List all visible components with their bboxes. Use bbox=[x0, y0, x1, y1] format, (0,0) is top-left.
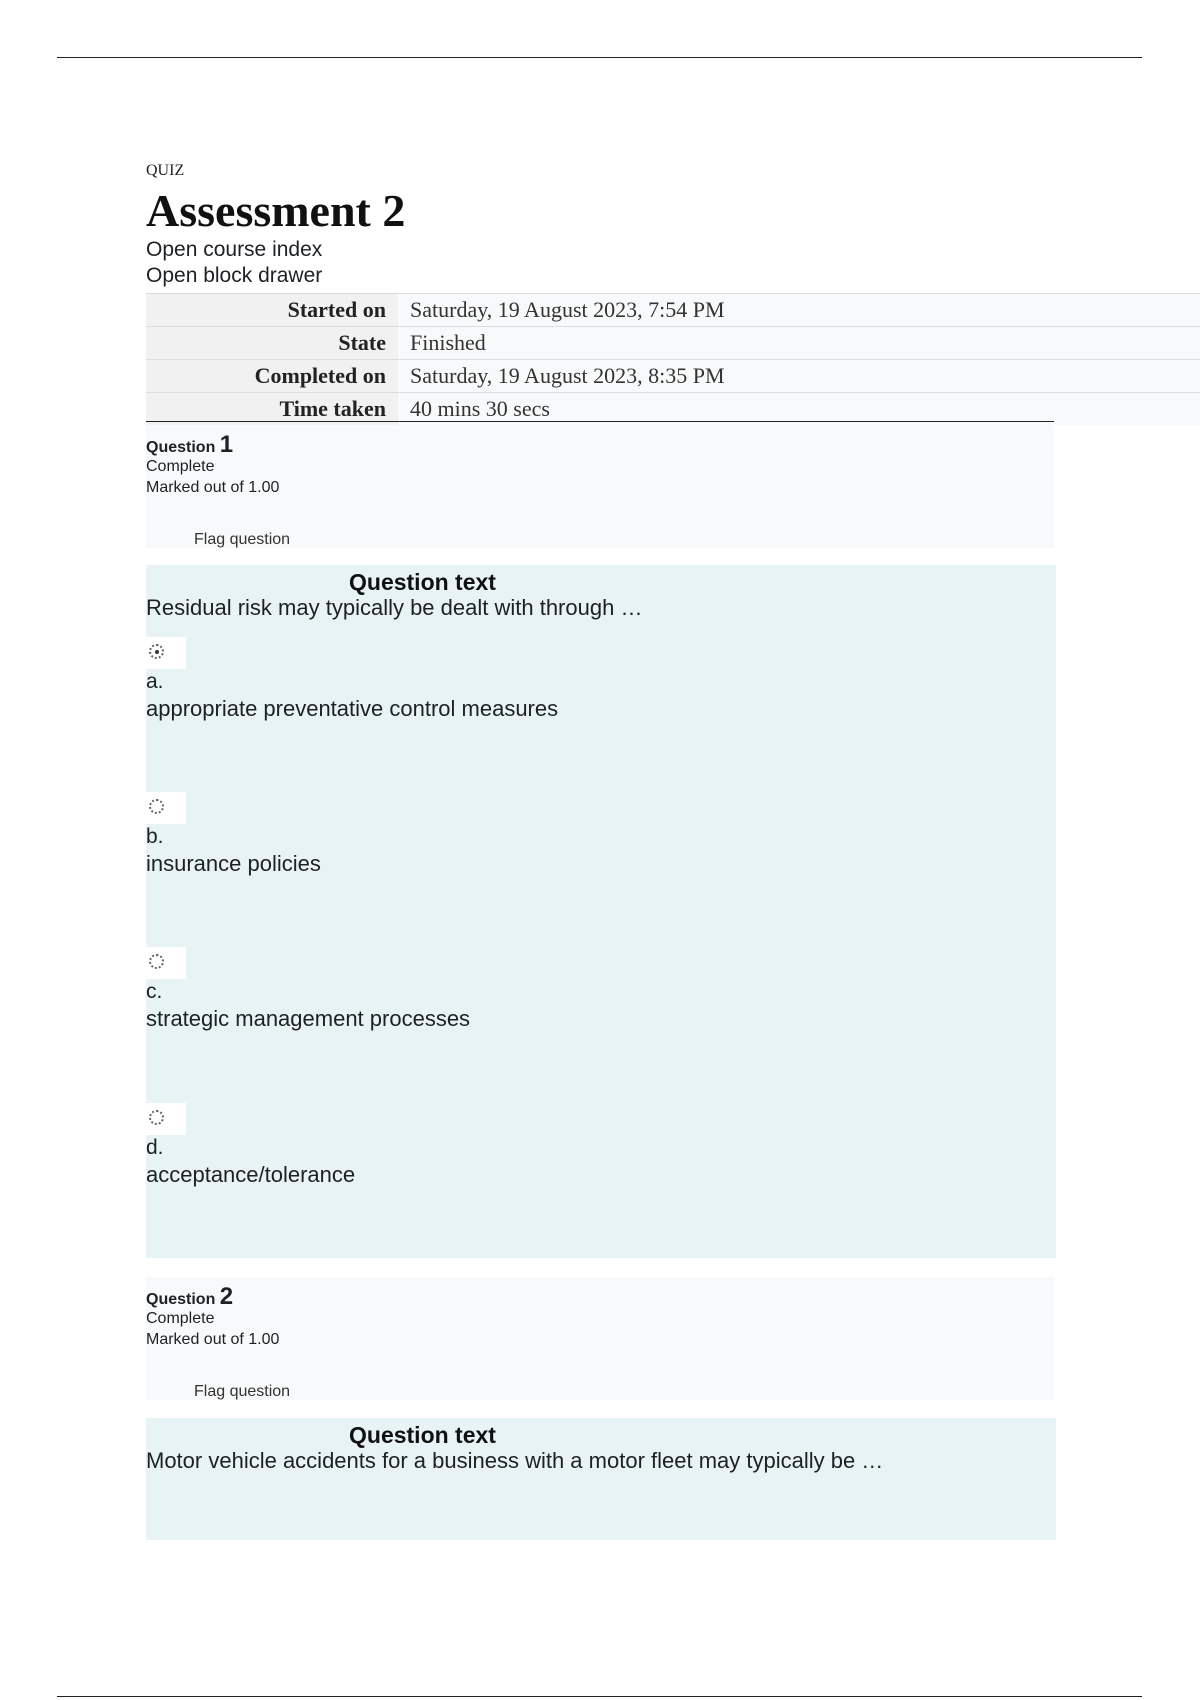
answer-letter: b. bbox=[146, 825, 164, 848]
summary-label: Time taken bbox=[146, 393, 398, 426]
radio-button[interactable] bbox=[149, 1110, 164, 1125]
question-1-content bbox=[146, 565, 1056, 1258]
question-text: Residual risk may typically be dealt with through … bbox=[146, 595, 643, 620]
summary-row-completed bbox=[146, 360, 1200, 393]
summary-value: 40 mins 30 secs bbox=[398, 393, 1200, 426]
summary-value: Finished bbox=[398, 327, 1200, 360]
question-text-heading: Question text bbox=[349, 1422, 496, 1448]
question-number-value: 1 bbox=[219, 431, 234, 458]
open-course-index-link[interactable]: Open course index bbox=[146, 238, 323, 261]
flag-question-button[interactable]: Flag question bbox=[194, 1383, 291, 1400]
summary-divider bbox=[146, 421, 1054, 422]
radio-container bbox=[146, 947, 186, 979]
answer-option-d[interactable] bbox=[146, 1103, 1056, 1203]
summary-value: Saturday, 19 August 2023, 7:54 PM bbox=[398, 294, 1200, 327]
question-grade: Marked out of 1.00 bbox=[146, 1331, 280, 1348]
radio-button[interactable] bbox=[149, 799, 164, 814]
question-1-info bbox=[146, 425, 1054, 548]
question-text-heading: Question text bbox=[349, 569, 496, 595]
summary-row-state bbox=[146, 327, 1200, 360]
answer-text: strategic management processes bbox=[146, 1006, 471, 1031]
answer-letter: c. bbox=[146, 980, 163, 1003]
answer-option-b[interactable] bbox=[146, 792, 1056, 892]
question-prefix: Question bbox=[146, 439, 216, 456]
radio-button[interactable] bbox=[149, 954, 164, 969]
summary-row-started bbox=[146, 294, 1200, 327]
answer-text: acceptance/tolerance bbox=[146, 1162, 356, 1187]
question-prefix: Question bbox=[146, 1291, 216, 1308]
question-2-content bbox=[146, 1418, 1056, 1540]
answer-letter: d. bbox=[146, 1136, 164, 1159]
question-2-info bbox=[146, 1277, 1054, 1400]
flag-question-button[interactable]: Flag question bbox=[194, 531, 291, 548]
question-number-value: 2 bbox=[219, 1283, 234, 1310]
attempt-summary-table bbox=[146, 293, 1200, 425]
question-grade: Marked out of 1.00 bbox=[146, 479, 280, 496]
radio-button-selected[interactable] bbox=[149, 644, 164, 659]
summary-label: State bbox=[146, 327, 398, 360]
answer-letter: a. bbox=[146, 670, 164, 693]
radio-container bbox=[146, 792, 186, 824]
answer-option-c[interactable] bbox=[146, 947, 1056, 1047]
question-number bbox=[146, 431, 233, 459]
page-overline: QUIZ bbox=[146, 162, 185, 179]
summary-value: Saturday, 19 August 2023, 8:35 PM bbox=[398, 360, 1200, 393]
summary-label: Started on bbox=[146, 294, 398, 327]
open-block-drawer-link[interactable]: Open block drawer bbox=[146, 264, 323, 287]
question-state: Complete bbox=[146, 1310, 215, 1327]
top-rule bbox=[57, 57, 1142, 58]
question-state: Complete bbox=[146, 458, 215, 475]
answer-option-a[interactable] bbox=[146, 637, 1056, 737]
answer-text: appropriate preventative control measures bbox=[146, 696, 559, 721]
answer-text: insurance policies bbox=[146, 851, 321, 876]
radio-container bbox=[146, 1103, 186, 1135]
radio-container bbox=[146, 637, 186, 669]
summary-label: Completed on bbox=[146, 360, 398, 393]
question-number bbox=[146, 1283, 233, 1311]
question-text: Motor vehicle accidents for a business with a motor fleet may typically be … bbox=[146, 1448, 884, 1473]
page-title: Assessment 2 bbox=[146, 185, 406, 236]
bottom-rule bbox=[57, 1696, 1142, 1697]
